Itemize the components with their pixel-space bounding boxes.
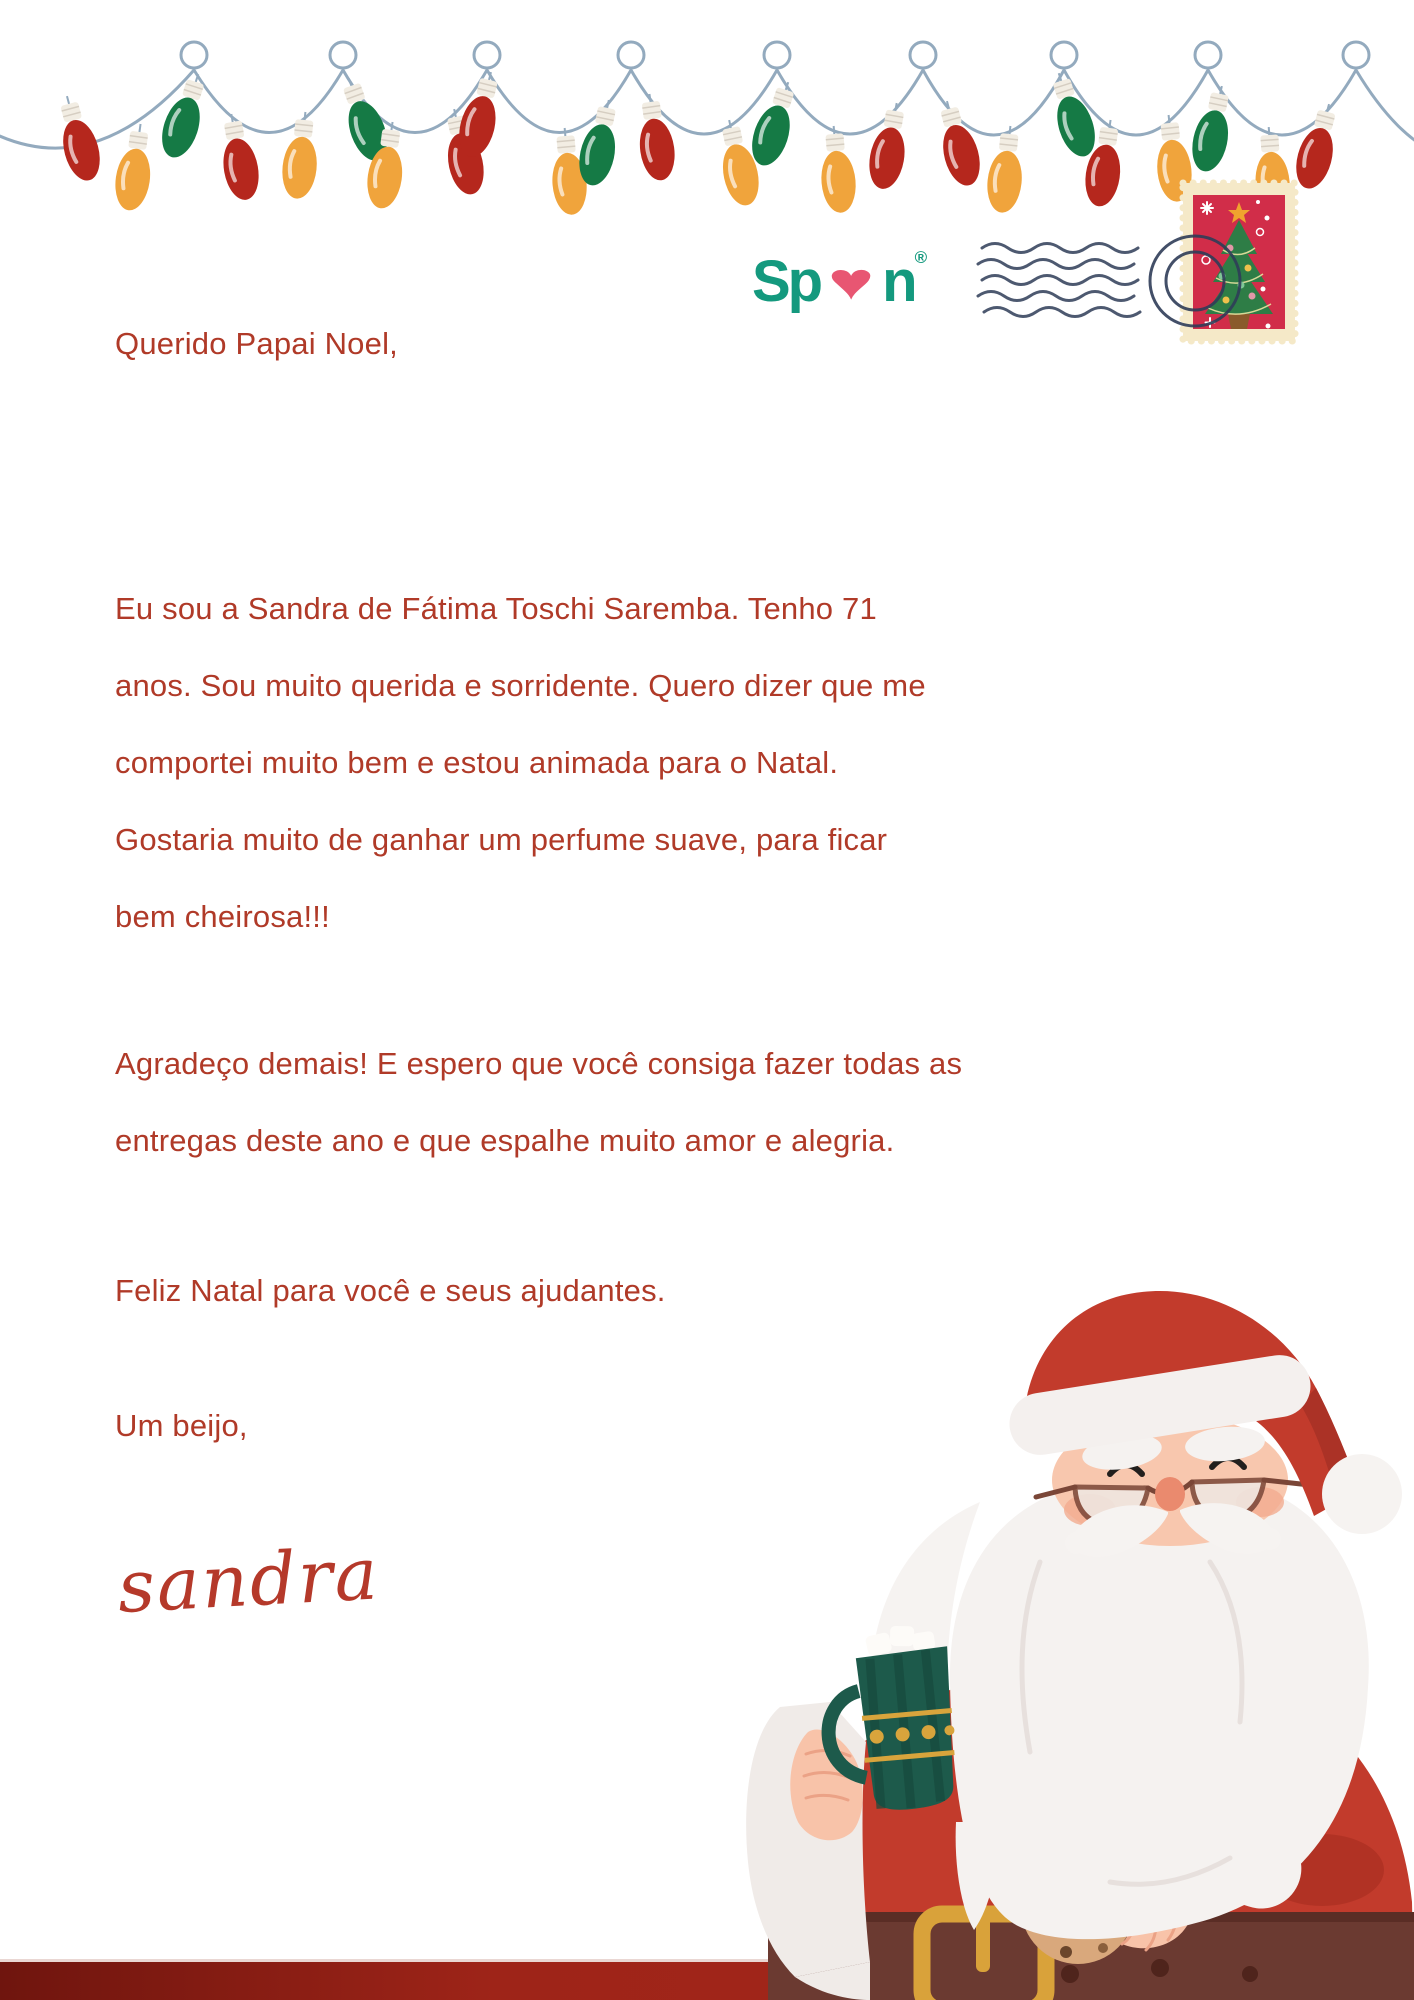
light-bulb-icon: [817, 125, 858, 215]
letter-line: bem cheirosa!!!: [115, 899, 330, 934]
light-bulb-icon: [279, 110, 322, 200]
santa-nose: [1155, 1477, 1185, 1511]
letter-line: comportei muito bem e estou animada para o Natal.: [115, 745, 839, 780]
garland-loops: [181, 42, 1369, 68]
light-bulb-icon: [574, 97, 625, 189]
light-bulb-icon: [112, 122, 158, 213]
postmark-and-stamp: [960, 168, 1330, 363]
light-bulb-icon: [1187, 83, 1238, 175]
logo-text-prefix: Sp: [752, 248, 821, 314]
light-bulb-icon: [865, 100, 914, 192]
letter-paragraph-2: [115, 1025, 962, 1179]
letter-paragraph-1: [115, 570, 926, 955]
logo-text-suffix: n: [882, 248, 915, 314]
spoon-logo: [752, 246, 927, 316]
light-bulb-icon: [51, 92, 106, 185]
letter-paragraph-3: Feliz Natal para você e seus ajudantes.: [115, 1273, 666, 1308]
letter-line: Agradeço demais! E espero que você consiga fazer todas as: [115, 1046, 963, 1081]
light-bulb-icon: [633, 92, 679, 183]
hat-pompom: [1322, 1454, 1402, 1534]
light-bulb-icon: [745, 77, 804, 170]
letter-line: Eu sou a Sandra de Fátima Toschi Saremba. Tenho 71: [115, 591, 877, 626]
registered-trademark-icon: ®: [914, 248, 928, 267]
light-bulb-icon: [215, 111, 264, 203]
christmas-tree-stamp-icon: [1183, 183, 1295, 341]
letter-closing: Um beijo,: [115, 1408, 248, 1443]
letter-line: entregas deste ano e que espalhe muito amor e alegria.: [115, 1123, 895, 1158]
logo-heart-icon: ♥: [827, 253, 875, 311]
letter-salutation: Querido Papai Noel,: [115, 326, 398, 361]
letter-line: Gostaria muito de ganhar um perfume suave, para ficar: [115, 822, 888, 857]
light-bulb-icon: [453, 68, 507, 161]
light-bulb-icon: [155, 69, 214, 162]
postmark-wavy-lines-icon: [978, 244, 1140, 317]
letter-line: anos. Sou muito querida e sorridente. Quero dizer que me: [115, 668, 926, 703]
handwritten-signature: sandra: [115, 1531, 382, 1629]
santa-claus-illustration: [570, 1262, 1414, 2000]
